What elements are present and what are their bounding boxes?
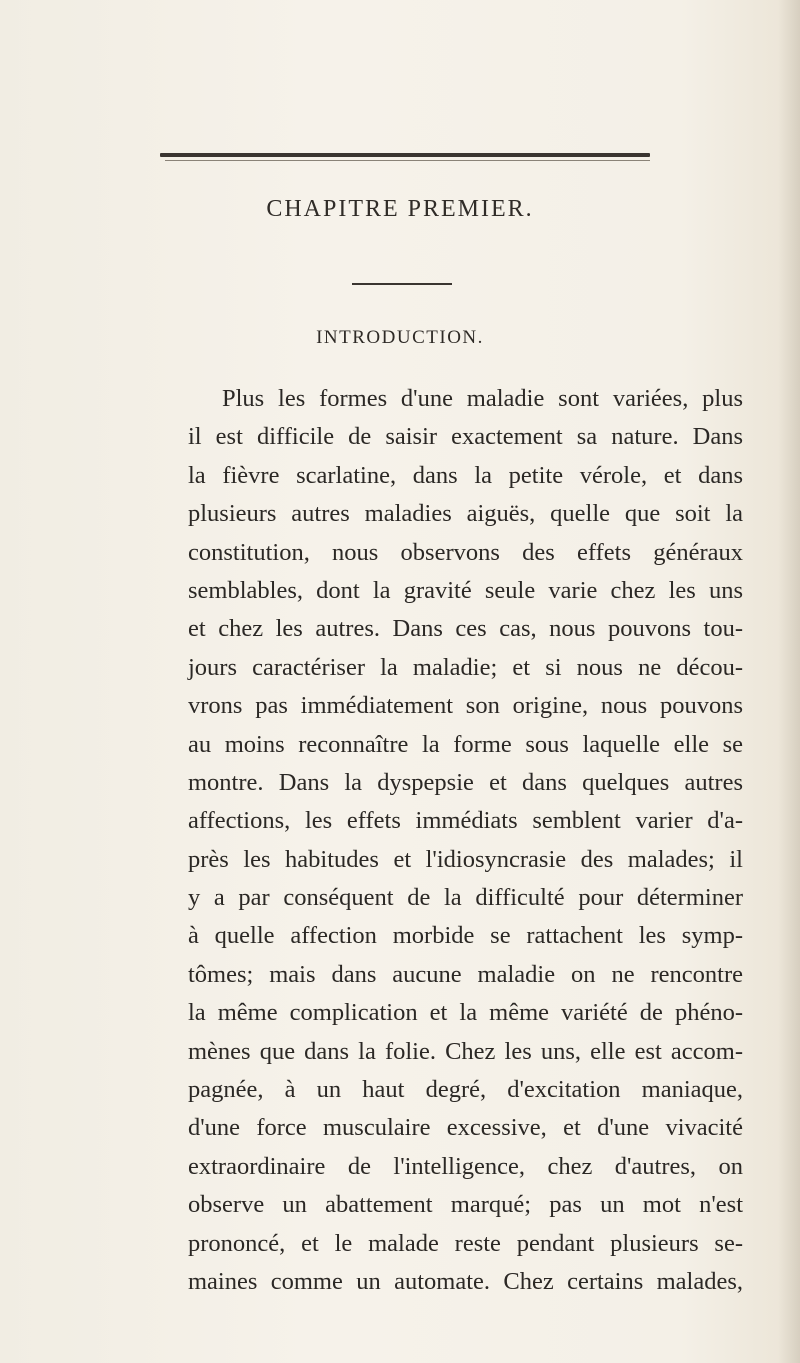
text-line: tômes; mais dans aucune maladie on ne rencontre: [188, 960, 743, 988]
text-line: pagnée, à un haut degré, d'excitation maniaque,: [188, 1076, 743, 1104]
text-line: et chez les autres. Dans ces cas, nous pouvons tou-: [188, 615, 743, 643]
text-line: la fièvre scarlatine, dans la petite vérole, et dans: [188, 461, 743, 489]
text-line: semblables, dont la gravité seule varie chez les uns: [188, 576, 743, 604]
text-line: il est difficile de saisir exactement sa nature. Dans: [188, 423, 743, 451]
text-line: à quelle affection morbide se rattachent les symp-: [188, 922, 743, 950]
top-decorative-rule: [160, 153, 650, 157]
text-line: affections, les effets immédiats semblent varier d'a-: [188, 807, 743, 835]
text-line: extraordinaire de l'intelligence, chez d'autres, on: [188, 1152, 743, 1180]
text-line: prononcé, et le malade reste pendant plusieurs se-: [188, 1229, 743, 1257]
text-line: vrons pas immédiatement son origine, nous pouvons: [188, 692, 743, 720]
text-line: montre. Dans la dyspepsie et dans quelques autres: [188, 768, 743, 796]
text-line: constitution, nous observons des effets généraux: [188, 538, 743, 566]
text-line: la même complication et la même variété de phéno-: [188, 999, 743, 1027]
text-line: au moins reconnaître la forme sous laquelle elle se: [188, 730, 743, 758]
chapter-title: CHAPITRE PREMIER.: [266, 196, 534, 222]
text-line: observe un abattement marqué; pas un mot n'est: [188, 1191, 743, 1219]
section-heading: INTRODUCTION.: [316, 327, 484, 348]
section-divider-rule: [352, 283, 452, 285]
top-thin-rule: [165, 160, 650, 161]
text-line: mènes que dans la folie. Chez les uns, elle est accom-: [188, 1037, 743, 1065]
text-line: Plus les formes d'une maladie sont variées, plus: [222, 385, 743, 412]
text-line: plusieurs autres maladies aiguës, quelle que soit la: [188, 500, 743, 528]
body-text: [188, 380, 743, 1301]
text-line: près les habitudes et l'idiosyncrasie des malades; il: [188, 845, 743, 873]
text-line: y a par conséquent de la difficulté pour déterminer: [188, 884, 743, 912]
text-line: d'une force musculaire excessive, et d'une vivacité: [188, 1114, 743, 1142]
text-line: maines comme un automate. Chez certains malades,: [188, 1267, 743, 1295]
text-line: jours caractériser la maladie; et si nous ne décou-: [188, 653, 743, 681]
